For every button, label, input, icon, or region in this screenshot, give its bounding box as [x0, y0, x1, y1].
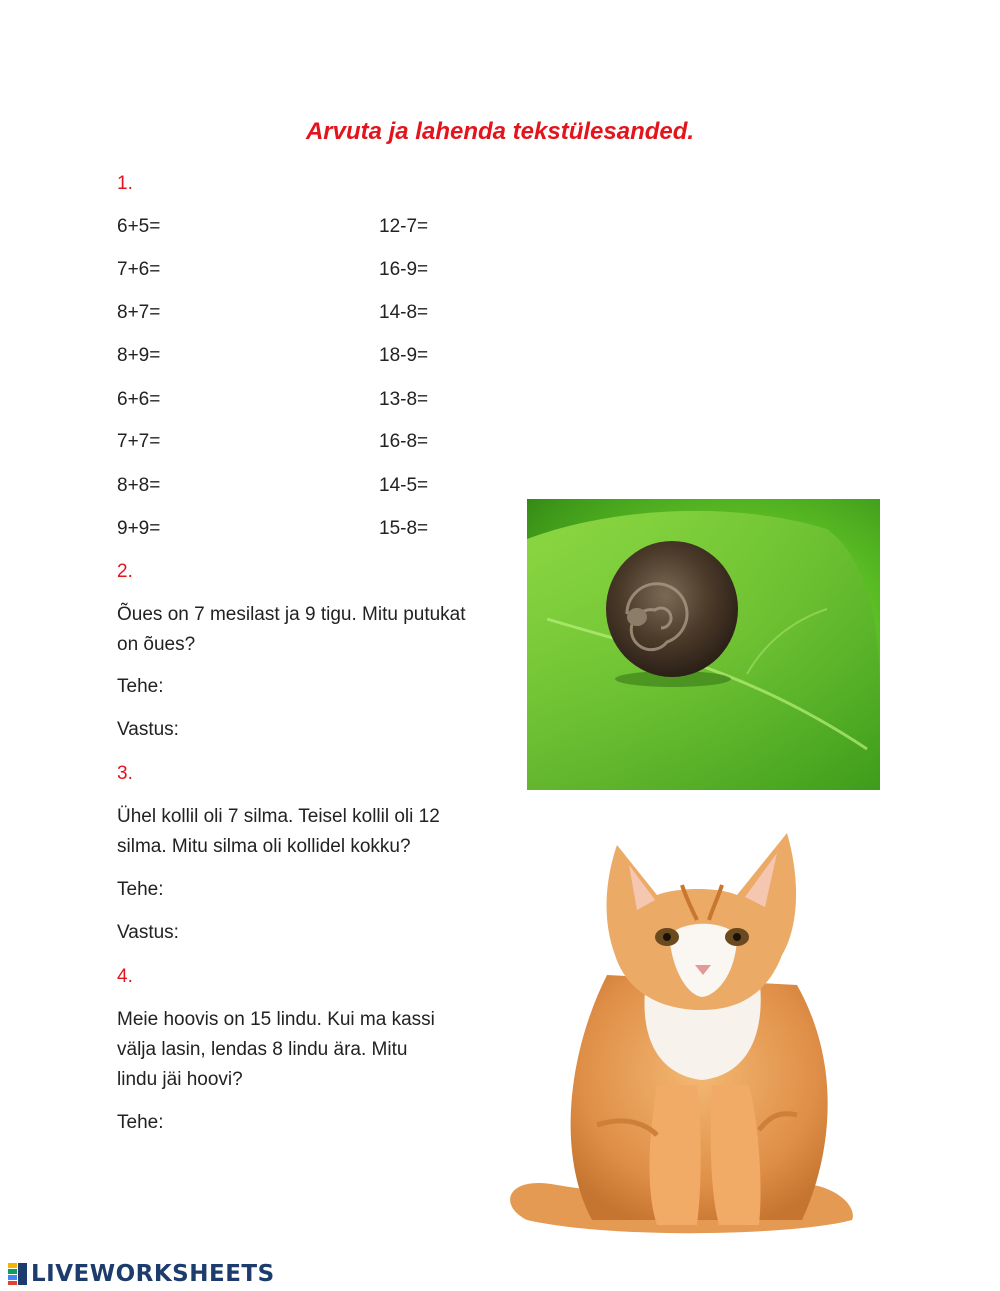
- logo-text: LIVEWORKSHEETS: [31, 1261, 275, 1287]
- liveworksheets-logo: [8, 1258, 275, 1290]
- task-1-equation-left: 9+9=: [117, 518, 161, 539]
- page-title: Arvuta ja lahenda tekstülesanded.: [305, 118, 695, 145]
- task-1-equation-left: 7+7=: [117, 431, 161, 452]
- task-1-equation-left: 8+7=: [117, 302, 161, 323]
- task-4-text-line: välja lasin, lendas 8 lindu ära. Mitu: [117, 1039, 408, 1060]
- task-1-equation-right: 14-8=: [379, 302, 429, 323]
- task-1-equation-right: 16-9=: [379, 259, 429, 280]
- task-2-number: 2.: [117, 561, 133, 582]
- task-1-equation-right: 15-8=: [379, 518, 429, 539]
- task-4-text-line: Meie hoovis on 15 lindu. Kui ma kassi: [117, 1009, 435, 1030]
- snail-illustration: [527, 499, 880, 790]
- task-1-equation-left: 8+8=: [117, 475, 161, 496]
- snail-on-leaf-image: [527, 499, 880, 790]
- task-2-tehe-label: Tehe:: [117, 676, 164, 697]
- task-4-text-line: lindu jäi hoovi?: [117, 1069, 243, 1090]
- task-3-text-line: silma. Mitu silma oli kollidel kokku?: [117, 836, 411, 857]
- task-1-number: 1.: [117, 173, 133, 194]
- task-1-equation-left: 6+6=: [117, 389, 161, 410]
- task-1-equation-right: 18-9=: [379, 345, 429, 366]
- task-1-equation-left: 8+9=: [117, 345, 161, 366]
- task-1-equation-left: 7+6=: [117, 259, 161, 280]
- logo-icon: [8, 1263, 28, 1285]
- task-4-tehe-label: Tehe:: [117, 1112, 164, 1133]
- task-1-equation-right: 12-7=: [379, 216, 429, 237]
- task-3-number: 3.: [117, 763, 133, 784]
- kitten-illustration: [497, 825, 867, 1245]
- task-1-equation-right: 13-8=: [379, 389, 429, 410]
- task-3-text-line: Ühel kollil oli 7 silma. Teisel kollil oli 12: [117, 806, 440, 827]
- kitten-image: [497, 825, 867, 1245]
- task-4-number: 4.: [117, 966, 133, 987]
- task-2-text-line: Õues on 7 mesilast ja 9 tigu. Mitu putukat: [117, 604, 466, 625]
- task-1-equation-right: 16-8=: [379, 431, 429, 452]
- task-1-equation-left: 6+5=: [117, 216, 161, 237]
- task-3-tehe-label: Tehe:: [117, 879, 164, 900]
- task-2-text-line: on õues?: [117, 634, 196, 655]
- task-1-equation-right: 14-5=: [379, 475, 429, 496]
- task-2-vastus-label: Vastus:: [117, 719, 179, 740]
- task-3-vastus-label: Vastus:: [117, 922, 179, 943]
